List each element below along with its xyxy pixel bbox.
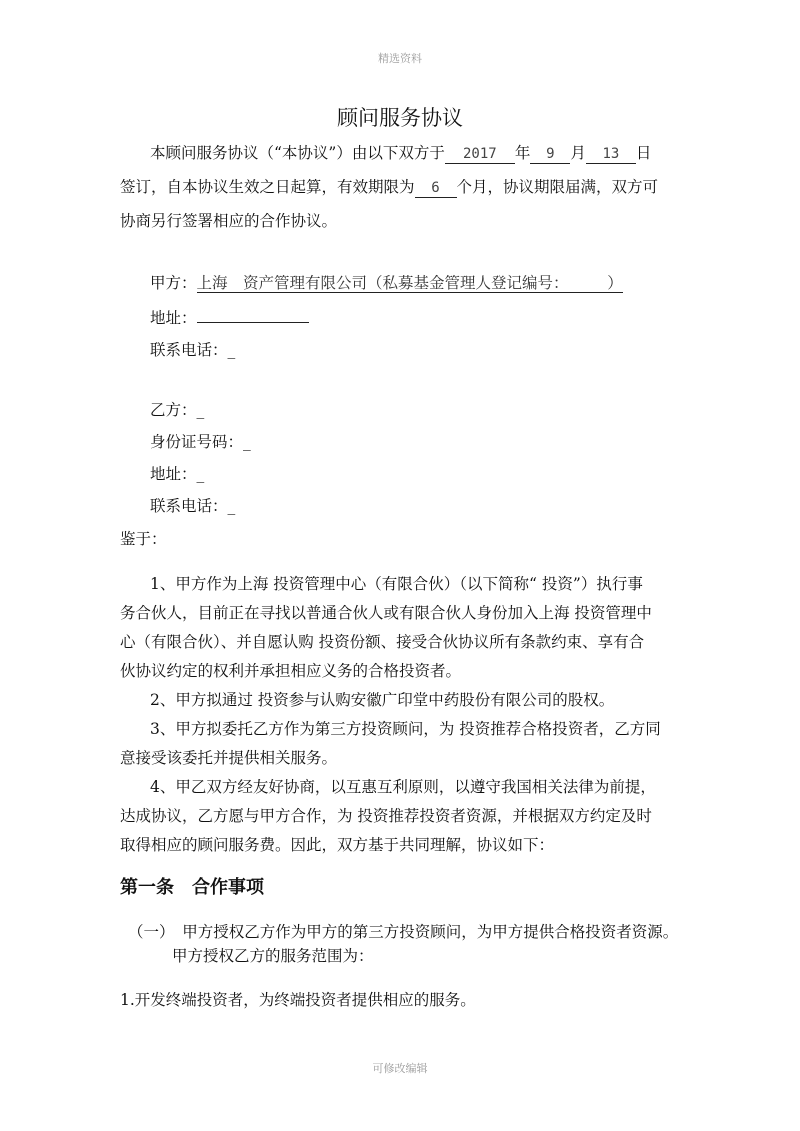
party-a-address-blank (197, 306, 309, 323)
party-a-label: 甲方： (150, 274, 197, 292)
footer-watermark: 可修改编辑 (372, 1062, 428, 1075)
party-a-line (150, 273, 623, 293)
intro-line-1 (150, 143, 651, 164)
party-b-id: 身份证号码：_ (150, 433, 251, 451)
day-unit: 日 (635, 144, 652, 162)
party-a-phone: 联系电话：_ (150, 341, 236, 359)
whereas-line: 4、甲乙双方经友好协商，以互惠互利原则，以遵守我国相关法律为前提， (150, 778, 656, 796)
day-field: 13 (586, 146, 636, 164)
party-a-name: 上海 资产管理有限公司（私募基金管理人登记编号： ） (196, 274, 623, 292)
article-1-clause-1: （一） 甲方授权乙方作为甲方的第三方投资顾问，为甲方提供合格投资者资源。 (128, 923, 679, 941)
whereas-line: 达成协议，乙方愿与甲方合作，为 投资推荐投资者资源，并根据双方约定及时 (120, 807, 652, 825)
header-watermark: 精选资料 (378, 52, 422, 65)
article-1-clause-1-b: 甲方授权乙方的服务范围为： (172, 947, 374, 965)
year-unit: 年 (514, 144, 531, 162)
whereas-line: 伙协议约定的权利并承担相应义务的合格投资者。 (120, 662, 462, 680)
intro-text-3: 个月，协议期限届满，双方可 (456, 178, 659, 196)
party-a-address-line (150, 306, 309, 328)
article-1-title: 第一条 合作事项 (120, 877, 264, 898)
month-field: 9 (530, 146, 570, 164)
intro-line-2 (120, 177, 658, 198)
party-b-address: 地址：_ (150, 465, 205, 483)
intro-text-2: 签订，自本协议生效之日起算，有效期限为 (120, 178, 415, 196)
whereas-line: 3、甲方拟委托乙方作为第三方投资顾问，为 投资推荐合格投资者，乙方同 (150, 720, 661, 738)
document-title: 顾问服务协议 (337, 106, 463, 130)
intro-text-1: 本顾问服务协议（“本协议”）由以下双方于 (150, 144, 445, 162)
whereas-line: 1、甲方作为上海 投资管理中心（有限合伙）（以下简称“ 投资”）执行事 (150, 575, 643, 593)
party-b-label: 乙方：_ (150, 401, 205, 419)
whereas-line: 心（有限合伙）、并自愿认购 投资份额、接受合伙协议所有条款约束、享有合 (120, 633, 645, 651)
month-unit: 月 (570, 144, 586, 162)
article-1-item-1: 1.开发终端投资者，为终端投资者提供相应的服务。 (120, 991, 476, 1009)
whereas-line: 取得相应的顾问服务费。因此，双方基于共同理解，协议如下： (120, 836, 555, 854)
whereas-label: 鉴于： (120, 530, 167, 548)
whereas-line: 务合伙人，目前正在寻找以普通合伙人或有限合伙人身份加入上海 投资管理中 (120, 604, 652, 622)
party-b-phone: 联系电话：_ (150, 497, 236, 515)
party-a-address-label: 地址： (150, 309, 197, 327)
whereas-line: 意接受该委托并提供相关服务。 (120, 749, 338, 767)
whereas-line: 2、甲方拟通过 投资参与认购安徽广印堂中药股份有限公司的股权。 (150, 691, 615, 709)
months-field: 6 (415, 180, 457, 198)
intro-line-3: 协商另行签署相应的合作协议。 (120, 212, 338, 230)
year-field: 2017 (445, 146, 515, 164)
